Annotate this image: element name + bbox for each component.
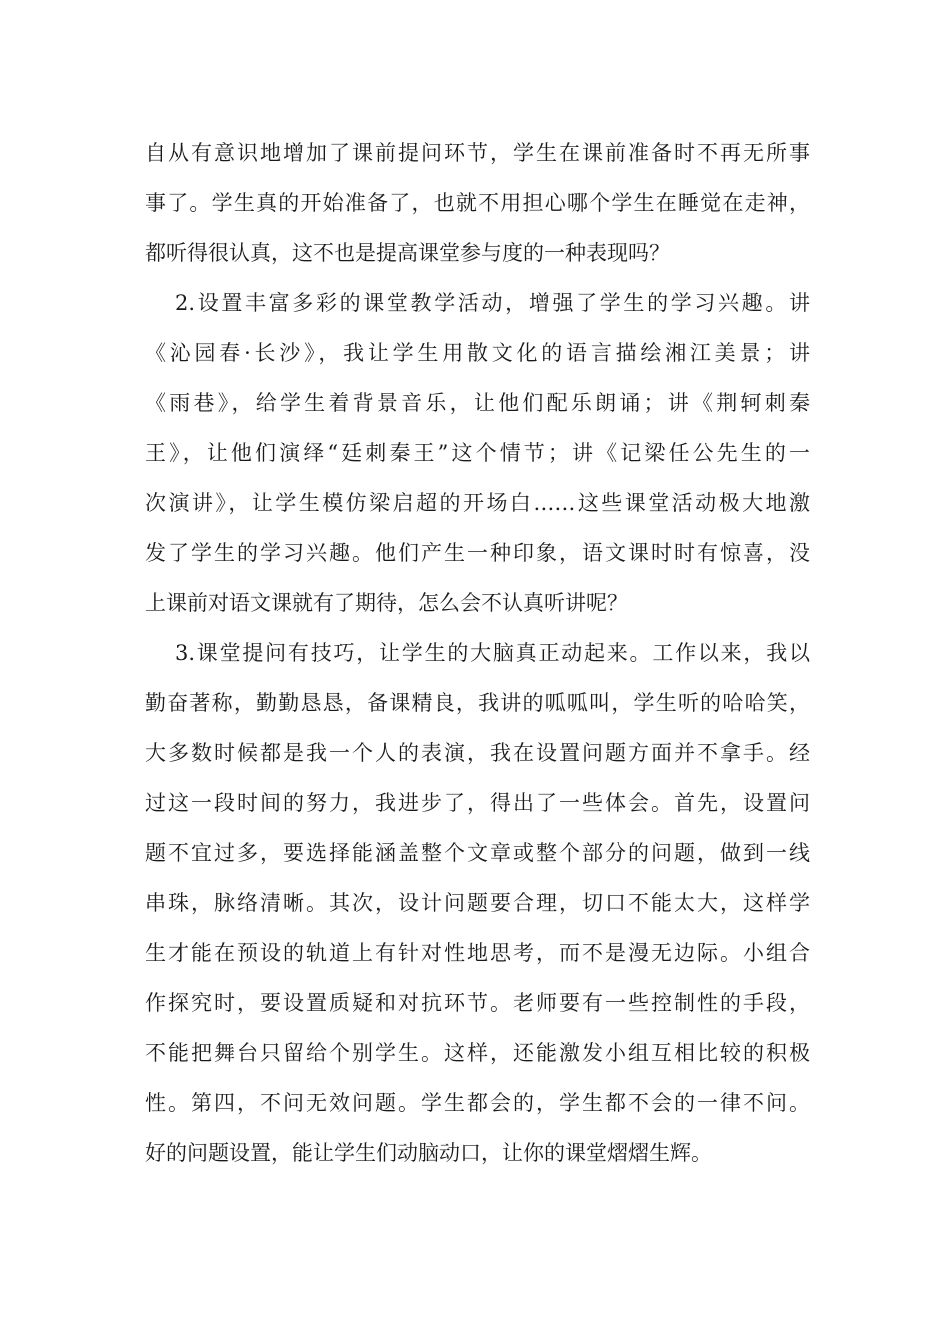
- text-line: 王》，让他们演绎“廷刺秦王”这个情节；讲《记梁任公先生的一: [145, 441, 810, 465]
- text-line: 串珠，脉络清晰。其次，设计问题要合理，切口不能太大，这样学: [145, 891, 810, 915]
- text-line: 都听得很认真，这不也是提高课堂参与度的一种表现吗？: [145, 241, 670, 265]
- text-line: 自从有意识地增加了课前提问环节，学生在课前准备时不再无所事: [145, 141, 810, 165]
- text-line: 《沁园春·长沙》，我让学生用散文化的语言描绘湘江美景；讲: [145, 341, 810, 365]
- text-line: 《雨巷》，给学生着背景音乐，让他们配乐朗诵；讲《荆轲刺秦: [145, 391, 810, 415]
- paragraph-3: [145, 628, 810, 1178]
- text-line: 勤奋著称，勤勤恳恳，备课精良，我讲的呱呱叫，学生听的哈哈笑，: [145, 691, 810, 715]
- text-line: 好的问题设置，能让学生们动脑动口，让你的课堂熠熠生辉。: [145, 1141, 712, 1165]
- text-line: 性。第四，不问无效问题。学生都会的，学生都不会的一律不问。: [145, 1091, 810, 1115]
- text-line: 3.课堂提问有技巧，让学生的大脑真正动起来。工作以来，我以: [175, 641, 810, 665]
- text-line: 事了。学生真的开始准备了，也就不用担心哪个学生在睡觉在走神，: [145, 191, 810, 215]
- text-line: 过这一段时间的努力，我进步了，得出了一些体会。首先，设置问: [145, 791, 810, 815]
- text-line: 生才能在预设的轨道上有针对性地思考，而不是漫无边际。小组合: [145, 941, 810, 965]
- text-line: 上课前对语文课就有了期待，怎么会不认真听讲呢？: [145, 591, 628, 615]
- paragraph-2: [145, 278, 810, 628]
- document-body: [145, 128, 810, 1178]
- text-line: 大多数时候都是我一个人的表演，我在设置问题方面并不拿手。经: [145, 741, 810, 765]
- paragraph-1: [145, 128, 810, 278]
- text-line: 2.设置丰富多彩的课堂教学活动，增强了学生的学习兴趣。讲: [175, 291, 810, 315]
- text-line: 作探究时，要设置质疑和对抗环节。老师要有一些控制性的手段，: [145, 991, 810, 1015]
- text-line: 次演讲》，让学生模仿梁启超的开场白……这些课堂活动极大地激: [145, 491, 810, 515]
- text-line: 不能把舞台只留给个别学生。这样，还能激发小组互相比较的积极: [145, 1041, 810, 1065]
- text-line: 题不宜过多，要选择能涵盖整个文章或整个部分的问题，做到一线: [145, 841, 810, 865]
- text-line: 发了学生的学习兴趣。他们产生一种印象，语文课时时有惊喜，没: [145, 541, 810, 565]
